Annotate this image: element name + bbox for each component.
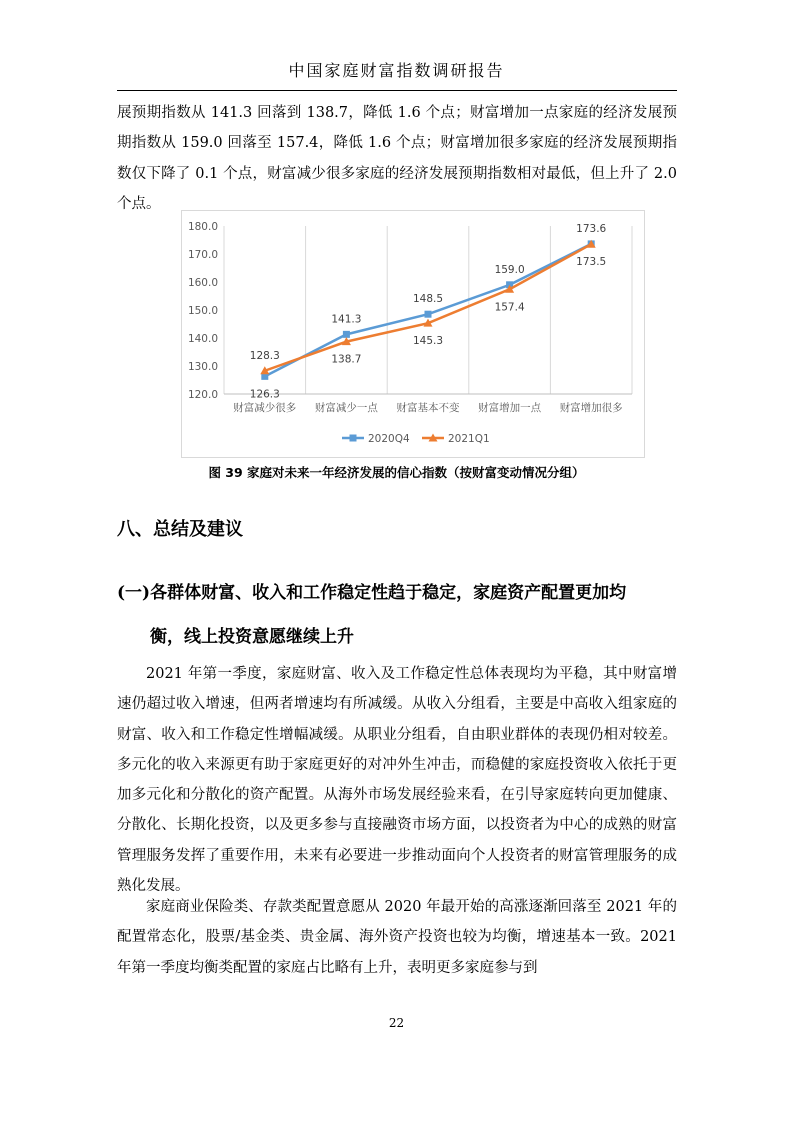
chart-container [181,210,645,458]
data-label-2021Q1: 138.7 [331,353,362,366]
figure-caption: 图 39 家庭对未来一年经济发展的信心指数（按财富变动情况分组） [208,465,585,480]
grid-layer [224,226,632,394]
body-paragraph-2: 家庭商业保险类、存款类配置意愿从 2020 年最开始的高涨逐渐回落至 2021 年的配置常态化，股票/基金类、贵金属、海外资产投资也较为均衡，增速基本一致。2021 年第一季度均衡类配置的家庭占比略有上升，表明更多家庭参与到 [117,899,677,976]
y-tick-label: 120.0 [187,389,218,401]
series-layer [260,240,595,380]
y-tick-label: 130.0 [187,361,218,373]
legend-label-2020Q4: 2020Q4 [368,433,410,445]
data-label-2021Q1: 128.3 [249,349,280,362]
section-title: 八、总结及建议 [117,519,243,540]
x-category-label: 财富增加一点 [478,402,542,414]
data-point-2020Q4 [425,311,432,318]
y-tick-label: 150.0 [187,305,218,317]
y-tick-label: 170.0 [187,249,218,261]
data-label-2021Q1: 145.3 [412,335,444,348]
y-tick-label: 160.0 [187,277,218,289]
data-label-2021Q1: 173.5 [576,256,607,269]
data-label-2020Q4: 159.0 [494,263,525,276]
legend-layer [342,433,490,445]
tick-layer [188,221,623,414]
legend-label-2021Q1: 2021Q1 [448,433,490,445]
data-label-2020Q4: 173.6 [576,222,607,235]
series-line-2020Q4 [265,244,591,376]
data-label-2020Q4: 148.5 [412,293,444,306]
data-label-2021Q1: 157.4 [494,301,525,314]
header-rule [117,90,677,91]
page-header-title: 中国家庭财富指数调研报告 [288,61,505,80]
x-category-label: 财富增加很多 [559,402,623,414]
x-category-label: 财富基本不变 [396,402,460,414]
body-paragraph-1: 2021 年第一季度，家庭财富、收入及工作稳定性总体表现均为平稳，其中财富增速仍超过收入增速，但两者增速均有所减缓。从收入分组看，主要是中高收入组家庭的财富、收入和工作稳定性增幅减缓。从职业分组看，自由职业群体的表现仍相对较差。多元化的收入来源更有助于家庭更好的对冲外生冲击，而稳健的家庭投资收入依托于更加多元化和分散化的资产配置。从海外市场发展经验来看，在引导家庭转向更加健康、分散化、长期化投资，以及更多参与直接融资市场方面，以投资者为中心的成熟的财富管理服务发挥了重要作用，未来有必要进一步推动面向个人投资者的财富管理服务的成熟化发展。 [117,666,677,895]
data-label-2020Q4: 126.3 [249,388,280,401]
subsection-title-line2: 衡，线上投资意愿继续上升 [150,627,354,647]
x-category-label: 财富减少一点 [314,402,378,414]
data-label-2020Q4: 141.3 [331,313,362,326]
legend-marker-2020Q4 [350,435,357,442]
line-chart [182,211,644,457]
intro-paragraph: 展预期指数从 141.3 回落到 138.7，降低 1.6 个点；财富增加一点家庭的经济发展预期指数从 159.0 回落至 157.4，降低 1.6 个点；财富增加很多家庭的经济发展预期指数仅下降了 0.1 个点，财富减少很多家庭的经济发展预期指数相对最低，但上升了 2.0 个点。 [117,105,677,212]
data-point-2020Q4 [343,331,350,338]
page-number: 22 [388,1016,405,1030]
subsection-title-line1: (一)各群体财富、收入和工作稳定性趋于稳定，家庭资产配置更加均 [117,583,627,603]
y-tick-label: 180.0 [187,221,218,233]
y-tick-label: 140.0 [187,333,218,345]
x-category-label: 财富减少很多 [233,402,297,414]
